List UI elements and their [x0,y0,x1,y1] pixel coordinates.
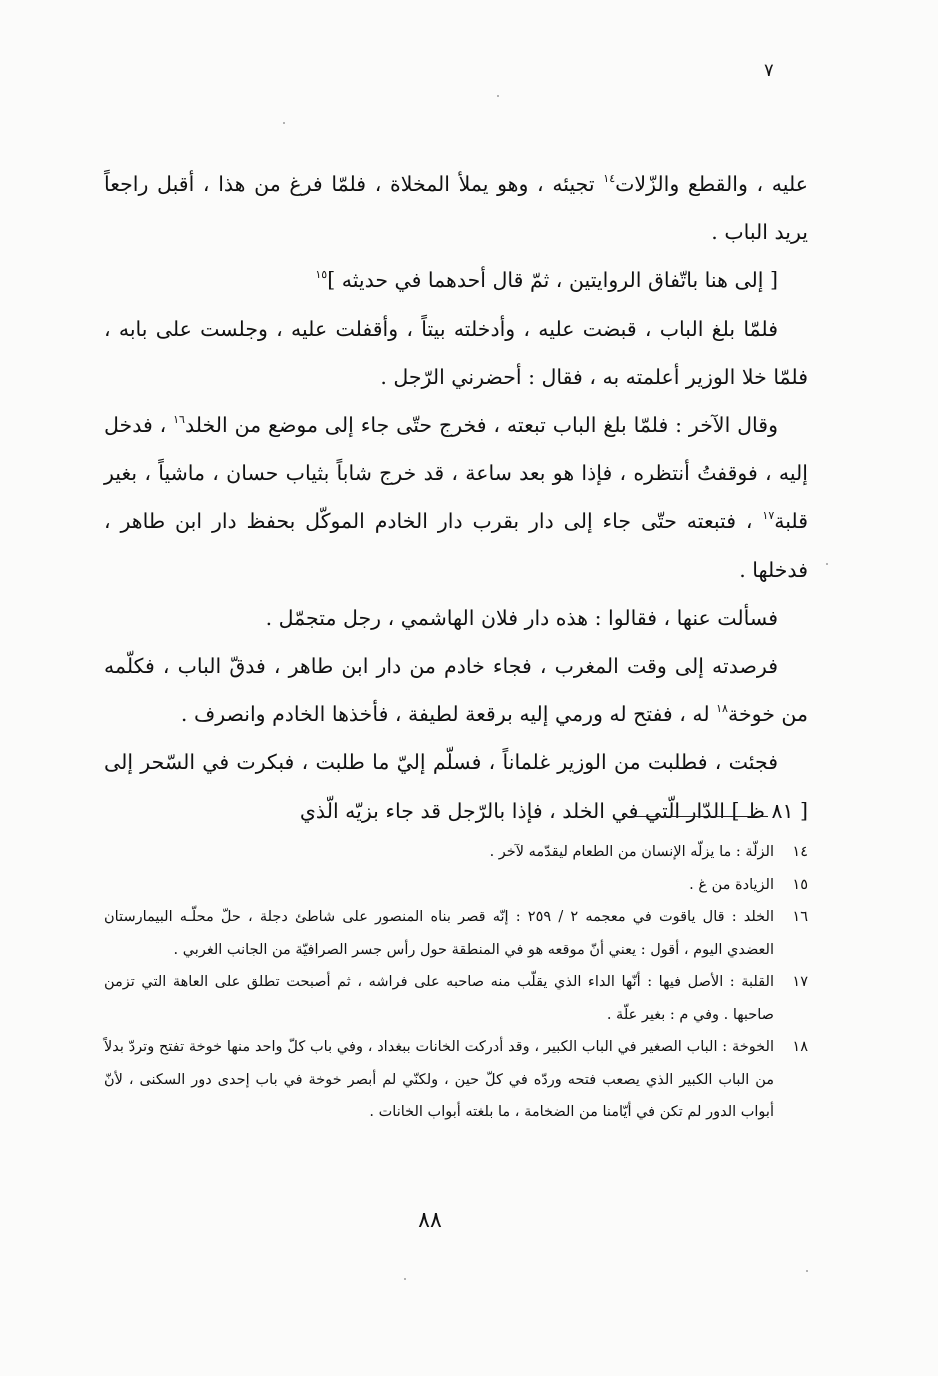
footnote [104,901,808,966]
footnote [104,836,808,869]
footnote-ref: ١٦ [173,413,185,427]
footnote [104,869,808,902]
text-run: تجيئه ، وهو يملأ المخلاة ، فلمّا فرغ من هذا ، أقبل راجعاً يريد الباب . [104,172,808,245]
page-number: ٨٨ [418,1208,442,1233]
footnote-separator [622,816,768,817]
paragraph [104,160,808,256]
footnote-ref: ١٧ [762,509,775,523]
text-run: وقال الآخر : فلمّا بلغ الباب تبعته ، فخرج حتّى جاء إلى موضع من الخلد [184,413,778,438]
text-run: فسألت عنها ، فقالوا : هذه دار فلان الهاشمي ، رجل متجمّل . [265,605,778,630]
scan-speck [497,95,499,97]
footnote-text: الخوخة : الباب الصغير في الباب الكبير ، وقد أدركت الخانات ببغداد ، وفي باب كلّ واحد منها خوخة تفتح وتردّ بدلاً من الباب الكبير الذي يصعب فتحه وردّه في كلّ حين ، ولكنّي لم أبصر خوخة في باب إحدى دور السكنى ، لأنّ أبواب الدور لم تكن في أيّامنا من الضخامة ، ما بلغته أبواب الخانات . [104,1039,774,1120]
footnote-number: ١٥ [792,876,808,893]
paragraph [104,642,808,738]
text-run: عليه ، والقطع والزّلات [615,172,808,196]
footnote-number: ١٧ [792,974,808,990]
footnote-number: ١٨ [792,1039,808,1055]
text-run: له ، ففتح له ورمي إليه برقعة لطيفة ، فأخذها الخادم وانصرف . [180,702,717,727]
footnote [104,966,808,1031]
paragraph [104,401,808,594]
footnote-text: الزلّة : ما يزلّه الإنسان من الطعام ليقدّمه لآخر . [489,844,774,860]
text-run: ، فدخل إليه ، فوقفتُ أنتظره ، فإذا هو بعد ساعة ، قد خرج شاباً بثياب حسان ، ماشياً ، بغير قلبة [104,413,808,534]
text-run: فلمّا بلغ الباب ، قبضت عليه ، وأدخلته بيتاً ، وأقفلت عليه ، وجلست على بابه ، فلمّا خلا الوزير أعلمته به ، فقال : أحضرني الرّجل . [104,316,808,389]
corner-mark: ٧ [764,60,774,81]
footnote-text: الخلد : قال ياقوت في معجمه ٢ / ٢٥٩ : إنّه قصر بناه المنصور على شاطئ دجلة ، حلّ محلّـه البيمارستان العضدي اليوم ، أقول : يعني أنّ موقعه هو في المنطقة حول رأس جسر الصرافيّة من الجانب الغربي . [104,909,774,958]
text-run: [ إلى هنا باتّفاق الروايتين ، ثمّ قال أحدهما في حديثه ] [327,268,778,293]
footnote-number: ١٤ [792,844,808,860]
paragraph [104,594,808,642]
text-run: فرصدته إلى وقت المغرب ، فجاء خادم من دار ابن طاهر ، فدقّ الباب ، فكلّمه من خوخة [104,654,808,727]
footnote-number: ١٦ [792,909,808,925]
text-run: فجئت ، فطلبت من الوزير غلماناً ، فسلّم إليّ ما طلبت ، فبكرت في السّحر إلى [ ٨١ ظ ] الدّار الّتي في الخلد ، فإذا بالرّجل قد جاء بزيّه الّذي [104,750,808,823]
footnote [104,1031,808,1129]
footnote-text: الزيادة من غ . [689,876,774,893]
footnote-ref: ١٥ [315,268,328,282]
text-run: ، فتبعته حتّى جاء إلى دار بقرب دار الخادم الموكّل بحفظ دار ابن طاهر ، فدخلها . [104,509,808,582]
footnotes [104,836,808,1129]
footnote-ref: ١٨ [716,702,728,716]
scan-speck [404,1278,406,1280]
footnote-text: القلبة : الأصل فيها : أنّها الداء الذي يقلّب منه صاحبه على فراشه ، ثم أصبحت تطلق على العاهة التي تزمن صاحبها . وفي م : بغير علّة . [104,974,774,1023]
paragraph [104,305,808,401]
paragraph [104,256,808,304]
scan-speck [806,1270,808,1272]
paragraph [104,738,808,834]
footnote-ref: ١٤ [603,172,616,185]
scan-speck [826,563,828,565]
scan-speck [283,122,285,124]
main-text [104,160,808,835]
